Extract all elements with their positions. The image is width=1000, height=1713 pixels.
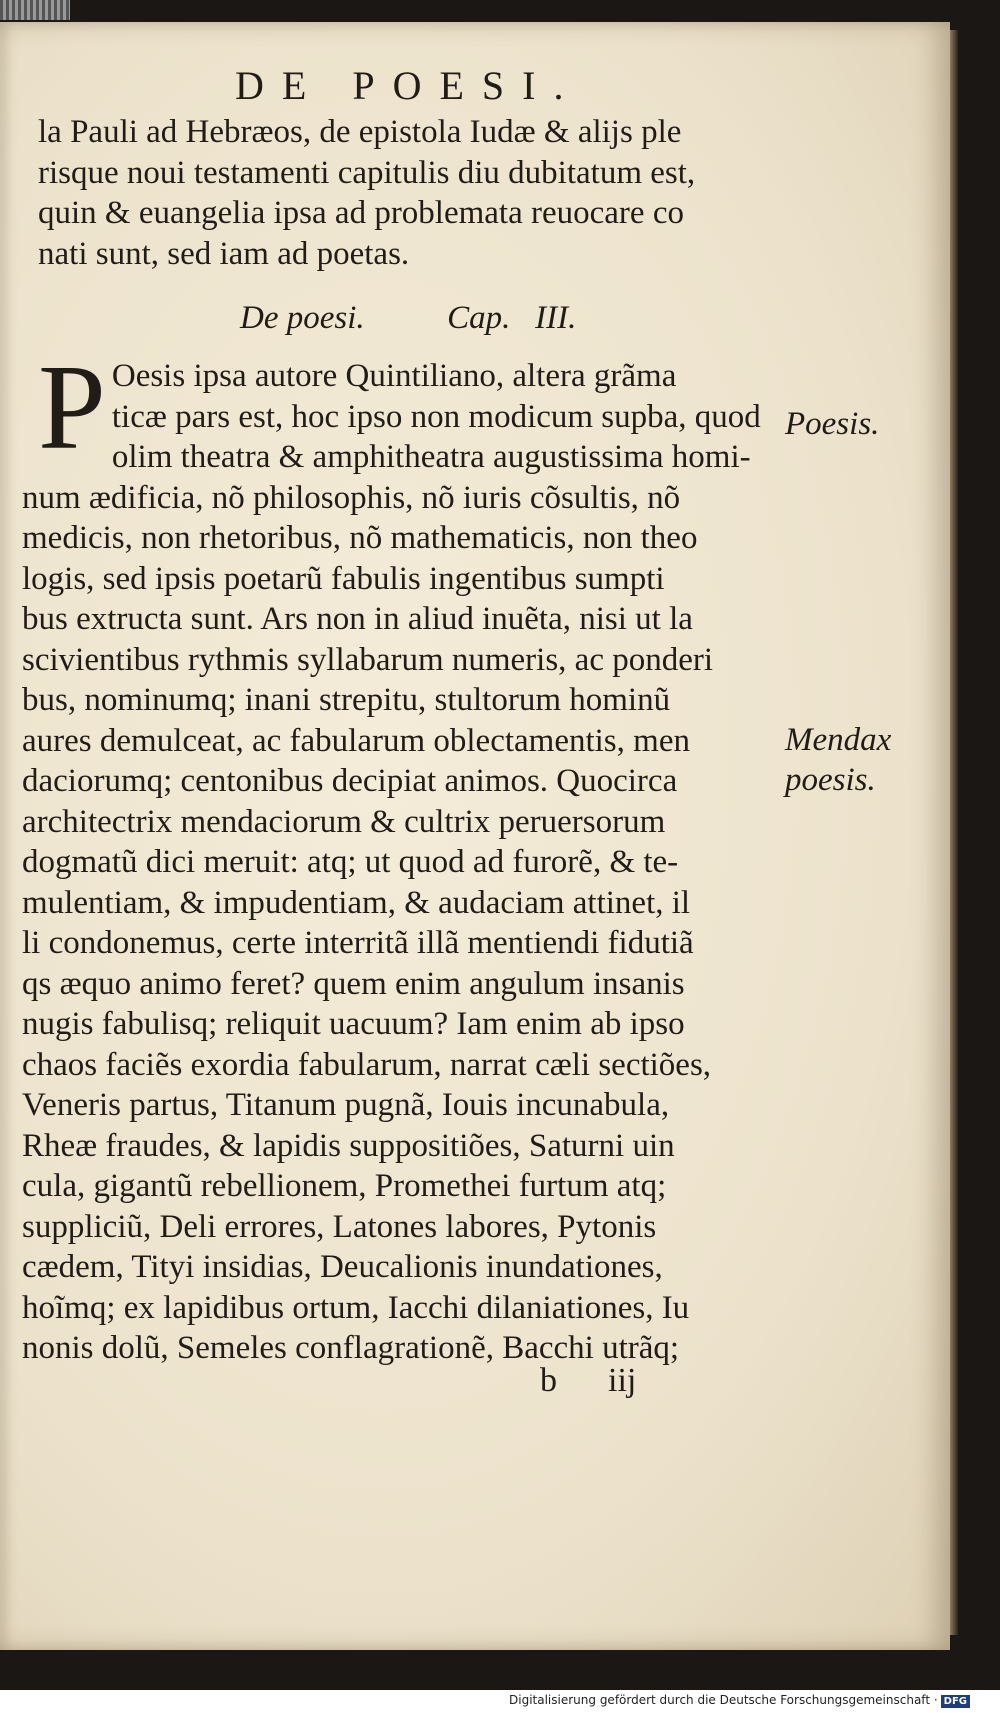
text-line: Rheæ fraudes, & lapidis suppositiões, Saturni uin (22, 1127, 675, 1164)
chapter-title: De poesi. (240, 300, 365, 336)
marginal-note-poesis: Poesis. (785, 406, 880, 442)
dfg-logo: DFG (941, 1695, 970, 1708)
text-line: ticæ pars est, hoc ipso non modicum supba, quod (111, 398, 761, 435)
text-line: Oesis ipsa autore Quintiliano, altera grãma (111, 358, 677, 394)
text-line: li condonemus, certe interritã illã mentiendi fidutiã (22, 925, 694, 961)
chapter-number: III. (535, 300, 577, 336)
text-line: Veneris partus, Titanum pugnã, Iouis incunabula, (22, 1087, 670, 1123)
digitization-credit (509, 1693, 970, 1708)
signature-number: iij (608, 1362, 637, 1399)
signature-mark (540, 1362, 636, 1400)
signature-letter: b (540, 1362, 557, 1399)
text-line: bus, nominumq; inani strepitu, stultorum hominũ (22, 682, 671, 718)
text-line: cædem, Tityi insidias, Deucalionis inundationes, (22, 1249, 663, 1285)
text-line: daciorumq; centonibus decipiat animos. Quocirca (22, 763, 678, 799)
chapter-heading (240, 300, 576, 337)
initial-letter: P (38, 340, 106, 475)
text-line: aures demulceat, ac fabularum oblectamentis, men (22, 722, 690, 759)
page-edge (950, 30, 958, 1635)
color-calibration-strip (0, 0, 70, 20)
marginal-note-word: poesis. (785, 762, 876, 798)
text-line: dogmatũ dici meruit: atq; ut quod ad furorẽ, & te- (22, 844, 679, 880)
marginal-note-mendax-poesis (785, 720, 891, 800)
text-line: logis, sed ipsis poetarũ fabulis ingentibus sumpti (22, 560, 665, 597)
text-line: quin & euangelia ipsa ad problemata reuocare co (38, 195, 684, 231)
text-line: chaos faciẽs exordia fabularum, narrat cæli sectiões, (22, 1046, 712, 1083)
text-line: hoĩmq; ex lapidibus ortum, Iacchi dilaniationes, Iu (22, 1289, 690, 1326)
text-line: olim theatra & amphitheatra augustissima homi- (111, 439, 751, 475)
text-line: qs æquo animo feret? quem enim angulum insanis (22, 965, 685, 1002)
text-line: nugis fabulisq; reliquit uacuum? Iam enim ab ipso (22, 1006, 685, 1042)
text-line: nonis dolũ, Semeles conflagrationẽ, Bacchi utrãq; (22, 1330, 680, 1366)
credit-text: Digitalisierung gefördert durch die Deutsche Forschungsgemeinschaft · (509, 1693, 938, 1707)
text-line: la Pauli ad Hebræos, de epistola Iudæ & alijs ple (38, 114, 682, 150)
marginal-note-word: Mendax (785, 722, 892, 758)
text-line: bus extructa sunt. Ars non in aliud inuẽta, nisi ut la (22, 601, 693, 637)
text-line: architectrix mendaciorum & cultrix peruersorum (22, 803, 666, 840)
intro-paragraph (38, 112, 798, 274)
text-line: mulentiam, & impudentiam, & audaciam attinet, il (22, 884, 691, 921)
text-line: num ædificia, nõ philosophis, nõ iuris cõsultis, nõ (22, 479, 681, 516)
main-paragraph (22, 340, 782, 1369)
text-line: risque noui testamenti capitulis diu dubitatum est, (38, 154, 696, 191)
running-head: DE POESI. (235, 63, 582, 108)
chapter-label: Cap. (447, 300, 511, 336)
text-line: suppliciũ, Deli errores, Latones labores, Pytonis (22, 1208, 657, 1245)
text-line: nati sunt, sed iam ad poetas. (38, 235, 410, 272)
text-line: medicis, non rhetoribus, nõ mathematicis, non theo (22, 520, 698, 556)
text-line: scivientibus rythmis syllabarum numeris, ac ponderi (22, 641, 714, 678)
text-line: cula, gigantũ rebellionem, Promethei furtum atq; (22, 1168, 667, 1204)
